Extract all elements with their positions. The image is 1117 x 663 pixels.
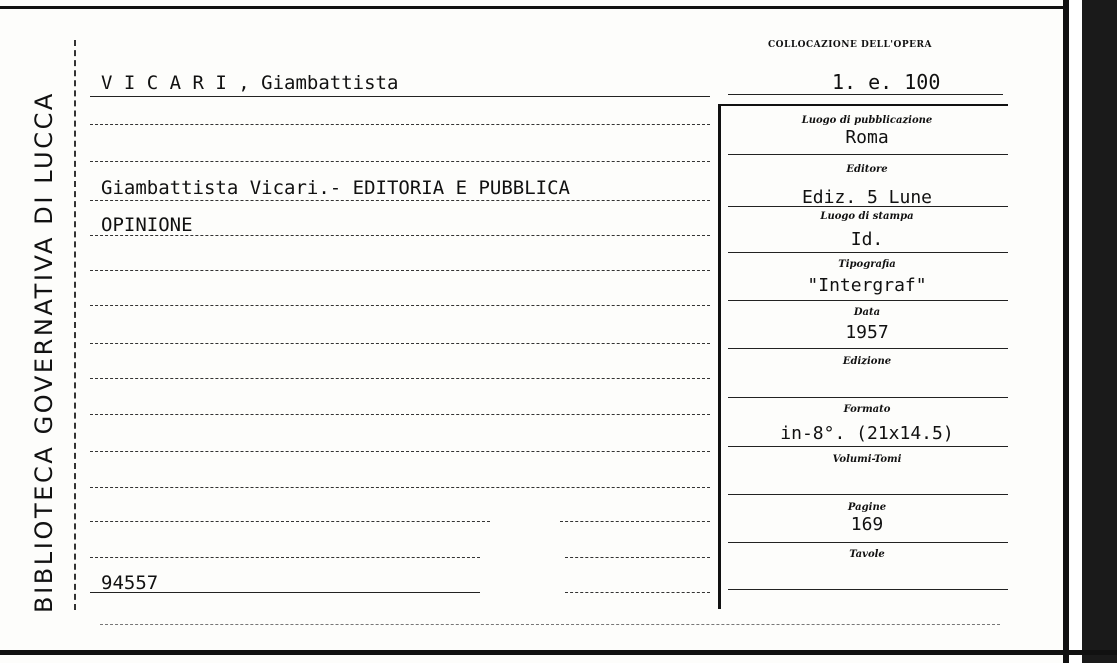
label-volumes: Volumi-Tomi [832, 454, 902, 465]
field-rule [728, 542, 1008, 543]
collocation-value: 1. e. 100 [832, 70, 941, 94]
line-rule [90, 270, 710, 271]
line-rule [90, 343, 710, 344]
label-place-of-printing: Luogo di stampa [820, 211, 914, 222]
value-publisher: Ediz. 5 Lune [801, 187, 933, 208]
line-rule [90, 487, 710, 488]
author-heading: V I C A R I , Giambattista [101, 72, 399, 94]
label-publisher: Editore [846, 164, 888, 175]
line-rule [560, 521, 710, 522]
label-place-of-publication: Luogo di pubblicazione [801, 115, 933, 126]
label-plates: Tavole [849, 549, 885, 560]
details-panel-border [718, 104, 721, 609]
value-place-of-publication: Roma [845, 127, 889, 148]
line-rule [565, 557, 710, 558]
bottom-border [0, 650, 1117, 655]
inventory-rule [90, 592, 480, 593]
inventory-number: 94557 [101, 572, 159, 594]
field-rule [728, 206, 1008, 207]
line-rule [90, 451, 710, 452]
field-rule [728, 348, 1008, 349]
label-printer: Tipografia [838, 259, 896, 270]
value-place-of-printing: Id. [850, 229, 884, 250]
line-rule [90, 305, 710, 306]
line-rule [90, 378, 710, 379]
library-name: BIBLIOTECA GOVERNATIVA DI LUCCA [30, 91, 58, 613]
line-rule [90, 200, 710, 201]
field-rule [728, 494, 1008, 495]
line-rule [565, 592, 710, 593]
field-rule [728, 589, 1008, 590]
field-rule [728, 300, 1008, 301]
field-rule [728, 446, 1008, 447]
label-format: Formato [843, 404, 891, 415]
line-rule [90, 521, 490, 522]
title-line-2: OPINIONE [101, 214, 193, 236]
field-rule [728, 397, 1008, 398]
value-printer: "Intergraf" [807, 275, 927, 296]
line-rule [90, 557, 480, 558]
scan-edge [1082, 0, 1117, 663]
line-rule [90, 161, 710, 162]
label-edition: Edizione [842, 356, 892, 367]
value-pages: 169 [850, 514, 884, 535]
value-format: in-8°. (21x14.5) [780, 423, 954, 444]
label-date: Data [853, 307, 881, 318]
top-border [0, 6, 1065, 9]
bottom-faint-rule [100, 624, 1000, 625]
field-rule [728, 252, 1008, 253]
author-rule [90, 96, 710, 97]
label-pages: Pagine [847, 502, 887, 513]
details-panel-top [718, 104, 1008, 106]
title-line-1: Giambattista Vicari.- EDITORIA E PUBBLICA [101, 177, 570, 199]
line-rule [90, 235, 710, 236]
line-rule [90, 414, 710, 415]
field-rule [728, 154, 1008, 155]
margin-dashed-line [74, 40, 76, 610]
collocation-rule [728, 94, 1003, 95]
collocation-header: COLLOCAZIONE DELL'OPERA [768, 40, 932, 50]
line-rule [90, 124, 710, 125]
value-date: 1957 [845, 322, 889, 343]
